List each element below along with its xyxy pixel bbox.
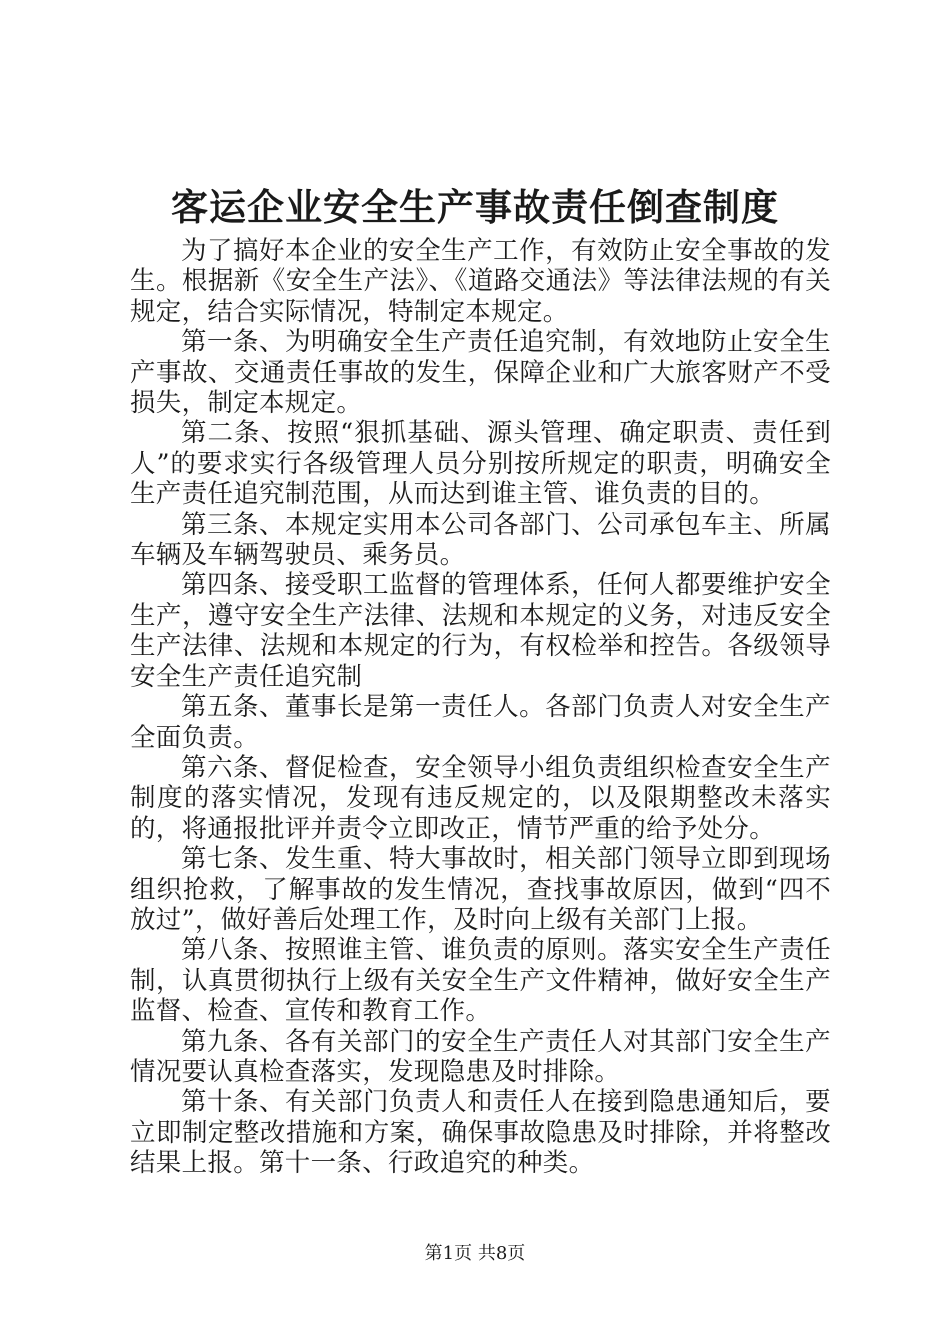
document-title: 客运企业安全生产事故责任倒查制度 [171,186,779,229]
paragraph-article-5: 第五条、董事长是第一责任人。各部门负责人对安全生产全面负责。 [130,692,831,753]
paragraph-article-9: 第九条、各有关部门的安全生产责任人对其部门安全生产情况要认真检查落实，发现隐患及时排除。 [130,1026,831,1087]
paragraph-article-2: 第二条、按照“狠抓基础、源头管理、确定职责、责任到人”的要求实行各级管理人员分别按所规定的职责，明确安全生产责任追究制范围，从而达到谁主管、谁负责的目的。 [130,418,831,510]
paragraph-article-4: 第四条、接受职工监督的管理体系，任何人都要维护安全生产，遵守安全生产法律、法规和本规定的义务，对违反安全生产法律、法规和本规定的行为，有权检举和控告。各级领导安全生产责任追究制 [130,570,831,692]
paragraph-article-7: 第七条、发生重、特大事故时，相关部门领导立即到现场组织抢救，了解事故的发生情况，查找事故原因，做到“四不放过”，做好善后处理工作，及时向上级有关部门上报。 [130,844,831,935]
paragraph-article-3: 第三条、本规定实用本公司各部门、公司承包车主、所属车辆及车辆驾驶员、乘务员。 [130,509,831,571]
paragraph-article-6: 第六条、督促检查，安全领导小组负责组织检查安全生产制度的落实情况，发现有违反规定的，以及限期整改未落实的，将通报批评并责令立即改正，情节严重的给予处分。 [130,752,831,844]
paragraph-article-1: 第一条、为明确安全生产责任追究制，有效地防止安全生产事故、交通责任事故的发生，保障企业和广大旅客财产不受损失，制定本规定。 [130,327,831,419]
paragraph-intro: 为了搞好本企业的安全生产工作，有效防止安全事故的发生。根据新《安全生产法》、《道路交通法》等法律法规的有关规定，结合实际情况，特制定本规定。 [130,236,831,327]
paragraph-article-8: 第八条、按照谁主管、谁负责的原则。落实安全生产责任制，认真贯彻执行上级有关安全生产文件精神，做好安全生产监督、检查、宣传和教育工作。 [130,935,831,1027]
page-number-footer: 第1页 共8页 [424,1243,526,1264]
paragraph-article-10: 第十条、有关部门负责人和责任人在接到隐患通知后，要立即制定整改措施和方案，确保事故隐患及时排除，并将整改结果上报。第十一条、行政追究的种类。 [130,1087,831,1179]
document-body [130,236,831,1179]
